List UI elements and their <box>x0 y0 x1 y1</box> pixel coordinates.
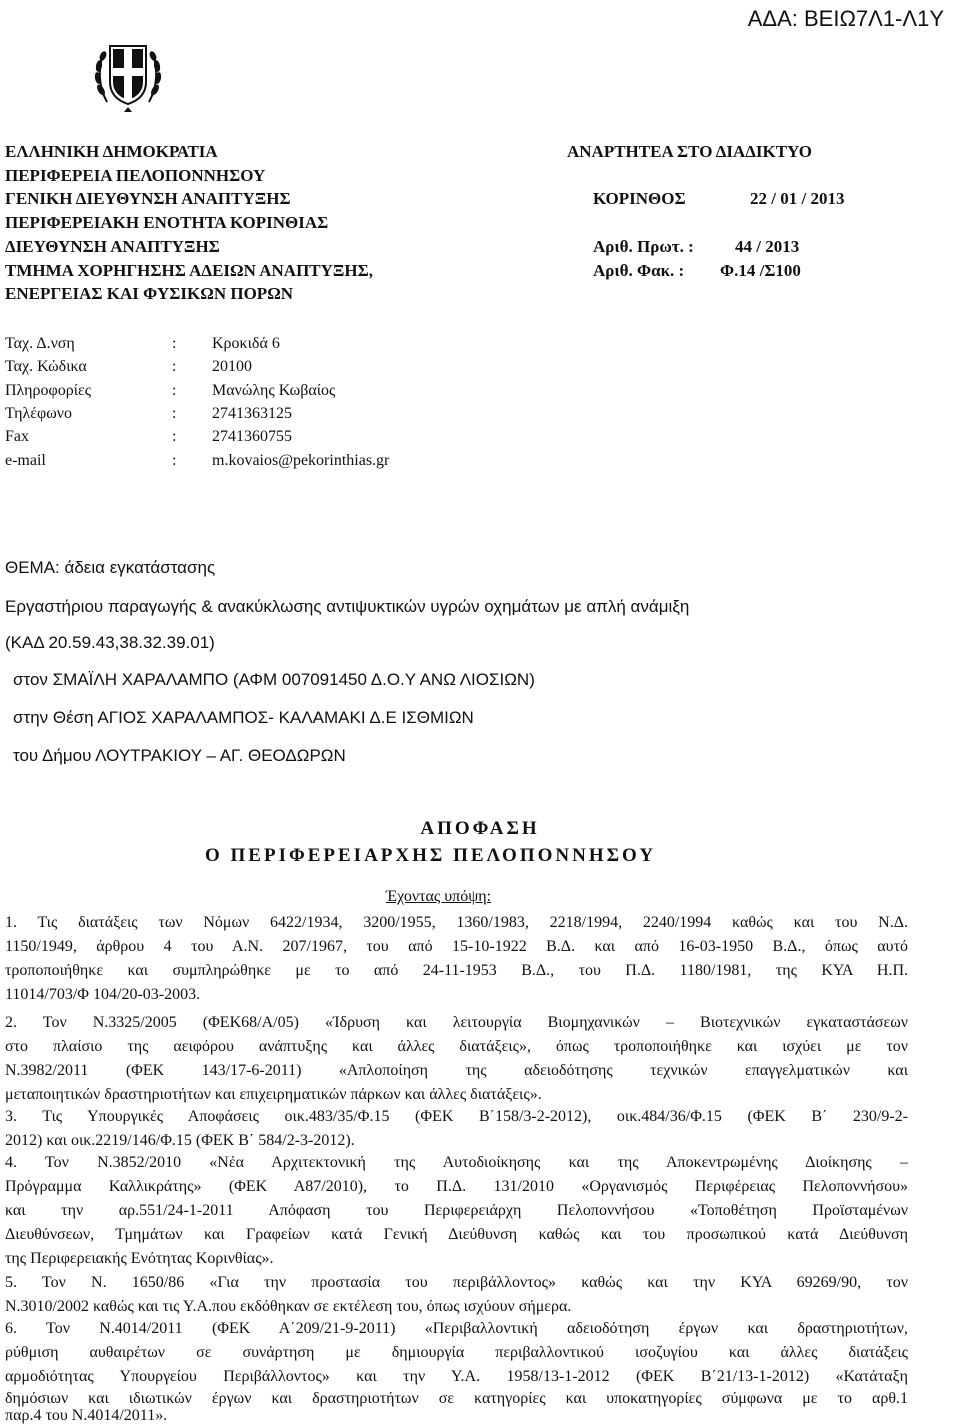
subject-line: στην Θέση ΑΓΙΟΣ ΧΑΡΑΛΑΜΠΟΣ- ΚΑΛΑΜΑΚΙ Δ.Ε ΙΣΘΜΙΩΝ <box>13 708 474 727</box>
body-line: και την αρ.551/24-1-2011 Απόφαση του Περιφερειάρχη Πελοποννήσου «Τοποθέτηση Προϊσταμένων <box>5 1202 908 1219</box>
issuer-line: ΔΙΕΥΘΥΝΣΗ ΑΝΑΠΤΥΞΗΣ <box>5 237 220 256</box>
issuer-line: ΓΕΝΙΚΗ ΔΙΕΥΘΥΝΣΗ ΑΝΑΠΤΥΞΗΣ <box>5 189 291 208</box>
body-line: τροποποιήθηκε και συμπληρώθηκε με το από 24-11-1953 Β.Δ., του Π.Δ. 1180/1981, της ΚΥΑ Η.Π. <box>5 962 908 979</box>
greek-coat-of-arms-icon <box>93 32 163 114</box>
contact-sep: : <box>172 382 177 399</box>
issuer-line: ΠΕΡΙΦΕΡΕΙΑΚΗ ΕΝΟΤΗΤΑ ΚΟΡΙΝΘΙΑΣ <box>5 213 329 232</box>
city: ΚΟΡΙΝΘΟΣ <box>593 189 686 208</box>
decision-title: ΑΠΟΦΑΣΗ <box>420 818 540 839</box>
contact-label: Fax <box>5 428 29 445</box>
contact-label: Ταχ. Κώδικα <box>5 358 87 375</box>
document-date: 22 / 01 / 2013 <box>750 189 845 208</box>
body-line: 1. Τις διατάξεις των Νόμων 6422/1934, 3200/1955, 1360/1983, 2218/1994, 2240/1994 καθώς και του Ν.Δ. <box>5 914 908 931</box>
contact-value: 20100 <box>212 358 252 375</box>
contact-label: Ταχ. Δ.νση <box>5 335 75 352</box>
contact-label: Τηλέφωνο <box>5 405 73 422</box>
contact-sep: : <box>172 452 177 469</box>
body-line: 6. Τον Ν.4014/2011 (ΦΕΚ Α΄209/21-9-2011) «Περιβαλλοντική αδειοδότηση έργων και δραστηριοτήτων, <box>5 1320 908 1337</box>
body-line: Ν.3982/2011 (ΦΕΚ 143/17-6-2011) «Απλοποίηση της αδειοδότησης τεχνικών επαγγελματικών και <box>5 1062 908 1079</box>
protocol-number: 44 / 2013 <box>735 237 800 256</box>
contact-value: 2741363125 <box>212 405 292 422</box>
decision-subtitle: Ο ΠΕΡΙΦΕΡΕΙΑΡΧΗΣ ΠΕΛΟΠΟΝΝΗΣΟΥ <box>205 845 657 866</box>
body-line: παρ.4 του Ν.4014/2011». <box>5 1407 168 1424</box>
issuer-line: ΕΝΕΡΓΕΙΑΣ ΚΑΙ ΦΥΣΙΚΩΝ ΠΟΡΩΝ <box>5 284 294 303</box>
contact-sep: : <box>172 335 177 352</box>
contact-label: Πληροφορίες <box>5 382 92 399</box>
subject-line: (ΚΑΔ 20.59.43,38.32.39.01) <box>5 633 215 652</box>
body-line: 4. Τον Ν.3852/2010 «Νέα Αρχιτεκτονική της Αυτοδιοίκησης και της Αποκεντρωμένης Διοίκησης – <box>5 1154 908 1171</box>
contact-value: 2741360755 <box>212 428 292 445</box>
body-line: 2. Τον Ν.3325/2005 (ΦΕΚ68/Α/05) «Ίδρυση και λειτουργία Βιομηχανικών – Βιοτεχνικών εγκαταστάσεων <box>5 1014 908 1031</box>
issuer-line: ΤΜΗΜΑ ΧΟΡΗΓΗΣΗΣ ΑΔΕΙΩΝ ΑΝΑΠΤΥΞΗΣ, <box>5 261 374 280</box>
contact-value: Κροκιδά 6 <box>212 335 280 352</box>
issuer-line: ΕΛΛΗΝΙΚΗ ΔΗΜΟΚΡΑΤΙΑ <box>5 142 218 161</box>
contact-sep: : <box>172 405 177 422</box>
subject-line: του Δήμου ΛΟΥΤΡΑΚΙΟΥ – ΑΓ. ΘΕΟΔΩΡΩΝ <box>13 746 346 765</box>
subject-line: Εργαστήριου παραγωγής & ανακύκλωσης αντιψυκτικών υγρών οχημάτων με απλή ανάμιξη <box>5 597 690 616</box>
body-line: ρύθμιση αυθαιρέτων σε συνάρτηση με δημιουργία περιβαλλοντικού ισοζυγίου και άλλες διατάξεις <box>5 1344 908 1361</box>
issuer-line: ΠΕΡΙΦΕΡΕΙΑ ΠΕΛΟΠΟΝΝΗΣΟΥ <box>5 166 266 185</box>
considering-heading: Έχοντας υπόψη: <box>386 888 492 905</box>
body-line: Ν.3010/2002 καθώς και τις Υ.Α.που εκδόθηκαν σε εκτέλεση του, όπως ισχύουν σήμερα. <box>5 1298 572 1315</box>
subject-title: ΘΕΜΑ: άδεια εγκατάστασης <box>5 558 216 577</box>
file-number: Φ.14 /Σ100 <box>720 261 801 280</box>
body-line: στο πλαίσιο της αειφόρου ανάπτυξης και άλλες διατάξεις», όπως τροποποιήθηκε και ισχύει με τον <box>5 1038 908 1055</box>
body-line: της Περιφερειακής Ενότητας Κορινθίας». <box>5 1250 274 1267</box>
body-line: Πρόγραμμα Καλλικράτης» (ΦΕΚ Α87/2010), το Π.Δ. 131/2010 «Οργανισμός Περιφέρειας Πελοποννήσου» <box>5 1178 908 1195</box>
body-line: αρμοδιότητας Υπουργείου Περιβάλλοντος» και την Υ.Α. 1958/13-1-2012 (ΦΕΚ Β΄21/13-1-2012) «Κατάταξη <box>5 1368 908 1385</box>
contact-sep: : <box>172 428 177 445</box>
file-number-label: Αριθ. Φακ. : <box>593 261 685 280</box>
email-value: m.kovaios@pekorinthias.gr <box>212 452 390 469</box>
body-line: μεταποιητικών δραστηριοτήτων και επιχειρηματικών πάρκων και άλλες διατάξεις». <box>5 1086 542 1103</box>
body-line: δημόσιων και ιδιωτικών έργων και δραστηριοτήτων σε κατηγορίες και υποκατηγορίες σύμφωνα με το αρθ.1 <box>5 1390 908 1407</box>
body-line: 11014/703/Φ 104/20-03-2003. <box>5 986 201 1003</box>
body-line: 1150/1949, άρθρου 4 του Α.Ν. 207/1967, του από 15-10-1922 Β.Δ. και από 16-03-1950 Β.Δ., όπως αυτό <box>5 938 908 955</box>
body-line: 5. Τον Ν. 1650/86 «Για την προστασία του περιβάλλοντος» καθώς και την ΚΥΑ 69269/90, τον <box>5 1274 908 1291</box>
protocol-number-label: Αριθ. Πρωτ. : <box>593 237 694 256</box>
contact-sep: : <box>172 358 177 375</box>
posting-notice: ΑΝΑΡΤΗΤΕΑ ΣΤΟ ΔΙΑΔΙΚΤΥΟ <box>567 142 812 161</box>
body-line: Διευθύνσεων, Τμημάτων και Γραφείων κατά Γενική Διεύθυνση καθώς και του προσωπικού κατά Διεύθυνση <box>5 1226 908 1243</box>
ada-code: ΑΔΑ: ΒΕΙΩ7Λ1-Λ1Υ <box>747 6 944 31</box>
body-line: 3. Τις Υπουργικές Αποφάσεις οικ.483/35/Φ.15 (ΦΕΚ Β΄158/3-2-2012), οικ.484/36/Φ.15 (ΦΕΚ Β΄ 230/9-2- <box>5 1108 908 1125</box>
contact-label: e-mail <box>5 452 46 469</box>
contact-value: Μανώλης Κωβαίος <box>212 382 336 399</box>
body-line: 2012) και οικ.2219/146/Φ.15 (ΦΕΚ Β΄ 584/2-3-2012). <box>5 1132 355 1149</box>
subject-line: στον ΣΜΑΪΛΗ ΧΑΡΑΛΑΜΠΟ (ΑΦΜ 007091450 Δ.Ο.Υ ΑΝΩ ΛΙΟΣΙΩΝ) <box>13 670 535 689</box>
